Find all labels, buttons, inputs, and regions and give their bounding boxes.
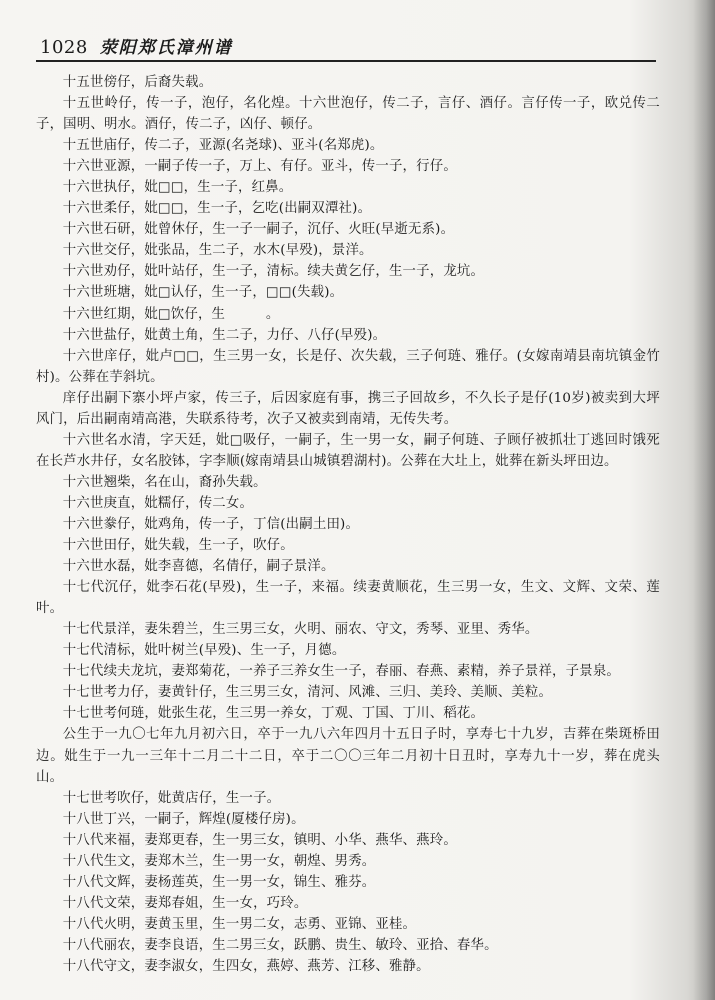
paragraph: 十八代丽农，妻李良语，生二男三女，跃鹏、贵生、敏玲、亚拾、春华。 [62,937,498,953]
paragraph: 十六世亚源，一嗣子传一子，万上、有仔。亚斗，传一子，行仔。 [62,159,457,175]
paragraph: 十六世田仔，妣失载，生一子，吹仔。 [62,538,294,554]
paragraph: 十八代文荣，妻郑春姐，生一女，巧玲。 [62,895,308,911]
paragraph: 十六世盐仔，妣黄土角，生二子，力仔、八仔(早殁)。 [62,327,387,343]
paragraph: 十八代守文，妻李淑女，生四女，燕婷、燕芳、江移、雅静。 [62,958,430,974]
paragraph: 十八代文辉，妻杨莲英，生一男一女，锦生、雅芬。 [62,874,376,890]
running-title: 荥阳郑氏漳州谱 [99,38,233,58]
paragraph: 十六世翘柴，名在山，裔孙失载。 [62,474,267,490]
page-header [40,34,655,58]
paragraph: 十六世执仔，妣□□，生一子，红鼻。 [62,180,293,196]
paragraph: 十六世红期，妣□饮仔，生 。 [62,306,280,322]
paragraph: 十六世劝仔，妣叶站仔，生一子，清标。续夫黄乞仔，生一子，龙坑。 [62,264,485,280]
paragraph: 十六世名水清，字天廷，妣□吸仔，一嗣子，生一男一女，嗣子何琏、子顾仔被抓壮丁逃回时饿死在长芦水井仔，女名胶钵，字李顺(嫁南靖县山城镇碧湖村)。公葬在大圵上，妣葬在新头坪田边。 [36,432,660,469]
paragraph: 公生于一九〇七年九月初六日，卒于一九八六年四月十五日子时，享寿七十九岁，吉葬在柴斑桥田边。妣生于一九一三年十二月二十二日，卒于二〇〇三年二月初十日丑时，享寿九十一岁，葬在虎头山。 [36,727,660,785]
paragraph: 十八代火明，妻黄玉里，生一男二女，志勇、亚锦、亚桂。 [62,916,417,932]
paragraph: 十五世岭仔，传一子，泡仔，名化煌。十六世泡仔，传二子，言仔、酒仔。言仔传一子，欧兑传二子，国明、明水。酒仔，传二子，凶仔、顿仔。 [36,96,660,133]
paragraph: 十六世庠仔，妣卢□□，生三男一女，长是仔、次失载，三子何琏、雅仔。(女嫁南靖县南坑镇金竹村)。公葬在芋斜坑。 [36,348,660,385]
genealogy-text [36,72,660,977]
paragraph: 十六世交仔，妣张品，生二子，水木(早殁)，景洋。 [62,243,373,259]
paragraph: 十八代生文，妻郑木兰，生一男一女，朝煌、男秀。 [62,853,376,869]
paragraph: 十六世石研，妣曾休仔，生一子一嗣子，沉仔、火旺(早逝无系)。 [62,222,455,238]
header-divider [36,60,656,62]
paragraph: 十七代清标，妣叶树兰(早殁)、生一子，月德。 [62,643,346,659]
paragraph: 十八代来福，妻郑更春，生一男三女，镇明、小华、燕华、燕玲。 [62,832,457,848]
paragraph: 十七代景洋，妻朱碧兰，生三男三女，火明、丽农、守文，秀琴、亚里、秀华。 [62,622,539,638]
paragraph: 十六世水磊，妣李喜德，名倩仔，嗣子景洋。 [62,559,335,575]
paragraph: 十七代续夫龙坑，妻郑菊花，一养子三养女生一子，春丽、春燕、素精，养子景祥，子景泉。 [62,664,621,680]
paragraph: 十七世考何琏，妣张生花，生三男一养女，丁观、丁国、丁川、稻花。 [62,706,485,722]
paragraph: 十五世傍仔，后裔失载。 [62,75,213,90]
paragraph: 十六世班塘，妣□认仔，生一子，□□(失载)。 [62,285,344,301]
paragraph: 十七代沉仔，妣李石花(早殁)，生一子，来福。续妻黄顺花，生三男一女，生文、文辉、文荣、莲叶。 [36,580,660,617]
page-binding-shadow [693,0,715,1000]
paragraph: 庠仔出嗣下寨小坪卢家，传三子，后因家庭有事，携三子回故乡，不久长子是仔(10岁)被卖到大坪风门，后出嗣南靖高港，失联系待考，次子又被卖到南靖，无传失考。 [36,390,660,427]
paragraph: 十六世柔仔，妣□□，生一子，乞吃(出嗣双潭社)。 [62,201,372,217]
paragraph: 十五世庙仔，传二子，亚源(名尧球)、亚斗(名郑虎)。 [62,138,384,154]
paragraph: 十六世豢仔，妣鸡角，传一子，丁信(出嗣土田)。 [62,516,360,532]
page-number: 1028 [40,37,88,58]
paragraph: 十六世庚直，妣糯仔，传二女。 [62,495,254,511]
paragraph: 十八世丁兴，一嗣子，辉煌(厦楼仔房)。 [62,811,305,827]
paragraph: 十七世考吹仔，妣黄店仔，生一子。 [62,790,281,806]
paragraph: 十七世考力仔，妻黄针仔，生三男三女，清河、风滩、三归、美玲、美顺、美粒。 [62,685,553,701]
